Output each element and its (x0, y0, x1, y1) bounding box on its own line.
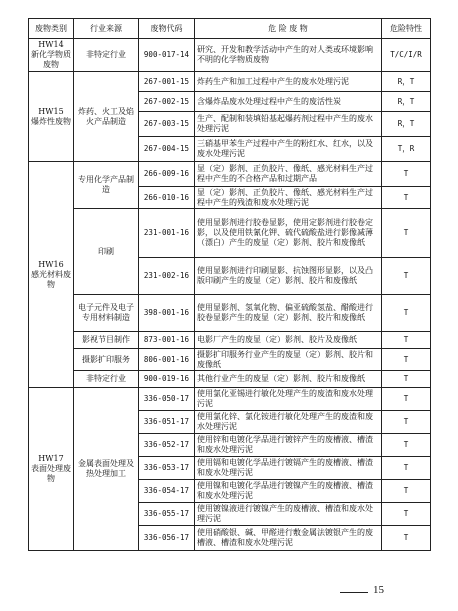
hazard-property: T (382, 434, 431, 457)
waste-description: 含爆炸品废水处理过程中产生的废活性炭 (195, 92, 382, 112)
hazard-property: T/C/I/R (382, 39, 431, 72)
category-text: HW17 表面处理废物 (31, 454, 71, 483)
waste-description: 使用氯化亚锡进行敏化处理产生的废渣和废水处理污泥 (195, 388, 382, 411)
waste-description: 显（定）影剂、正负胶片、像纸、感光材料生产过程中产生的残渣和废水处理污泥 (195, 187, 382, 209)
industry-source: 专用化学产品制造 (74, 162, 139, 209)
hazard-property: T (382, 162, 431, 187)
waste-code: 336-055-17 (139, 503, 195, 526)
table-row (29, 349, 431, 371)
waste-description: 其他行业产生的废显（定）影剂、胶片和废像纸 (195, 371, 382, 388)
waste-description: 研究、开发和教学活动中产生的对人类或环境影响不明的化学物质废物 (195, 39, 382, 72)
waste-category (29, 72, 74, 162)
waste-description: 使用锌和电镀化学品进行镀锌产生的废槽液、槽渣和废水处理污泥 (195, 434, 382, 457)
header-industry: 行业来源 (74, 19, 139, 39)
waste-code: 336-052-17 (139, 434, 195, 457)
waste-code: 873-001-16 (139, 332, 195, 349)
waste-description: 显（定）影剂、正负胶片、像纸、感光材料生产过程中产生的不合格产品和过期产品 (195, 162, 382, 187)
waste-description: 使用镀镍液进行镀镍产生的废槽液、槽渣和废水处理污泥 (195, 503, 382, 526)
waste-code: 267-002-15 (139, 92, 195, 112)
footer-rule (340, 592, 368, 593)
table-row (29, 72, 431, 92)
waste-description: 使用氯化锌、氯化铵进行敏化处理产生的废渣和废水处理污泥 (195, 411, 382, 434)
industry-source: 金属表面处理及热处理加工 (74, 388, 139, 551)
hazard-property: T (382, 371, 431, 388)
hazard-property: T (382, 187, 431, 209)
hazard-property: T (382, 295, 431, 332)
table-row (29, 39, 431, 72)
hazard-property: T (382, 457, 431, 480)
category-text: HW16 感光材料废物 (31, 259, 71, 289)
waste-description: 生产、配制和装填铅基起爆药剂过程中产生的废水处理污泥 (195, 112, 382, 137)
hazard-property: R，T (382, 112, 431, 137)
waste-code: 267-004-15 (139, 137, 195, 162)
table-row (29, 295, 431, 332)
waste-category (29, 39, 74, 72)
waste-description: 使用显影剂进行胶卷显影，使用定影剂进行胶卷定影，以及使用铁氰化钾、硫代硫酸盐进行影像减薄（漂白）产生的废显（定）影剂、胶片和废像纸 (195, 209, 382, 258)
table-row (29, 162, 431, 187)
hazard-property: T (382, 349, 431, 371)
waste-code: 900-017-14 (139, 39, 195, 72)
hazard-property: T (382, 503, 431, 526)
waste-code: 398-001-16 (139, 295, 195, 332)
hazard-property: T (382, 209, 431, 258)
industry-source: 摄影扩印服务 (74, 349, 139, 371)
waste-code: 336-051-17 (139, 411, 195, 434)
hazard-property: T (382, 332, 431, 349)
waste-category (29, 162, 74, 388)
waste-code: 231-002-16 (139, 258, 195, 295)
table-row (29, 209, 431, 258)
waste-code: 267-003-15 (139, 112, 195, 137)
industry-source: 非特定行业 (74, 371, 139, 388)
waste-description: 炸药生产和加工过程中产生的废水处理污泥 (195, 72, 382, 92)
industry-source: 影视节目制作 (74, 332, 139, 349)
waste-description: 使用镉和电镀化学品进行镀镉产生的废槽液、槽渣和废水处理污泥 (195, 457, 382, 480)
hazard-property: R，T (382, 92, 431, 112)
table-row (29, 371, 431, 388)
header-hazard: 危险特性 (382, 19, 431, 39)
industry-source: 电子元件及电子专用材料制造 (74, 295, 139, 332)
page-number: 15 (373, 584, 384, 596)
waste-code: 266-010-16 (139, 187, 195, 209)
waste-code: 900-019-16 (139, 371, 195, 388)
hazardous-waste-table (28, 18, 431, 551)
waste-category (29, 388, 74, 551)
waste-code: 267-001-15 (139, 72, 195, 92)
table-row (29, 388, 431, 411)
waste-description: 使用硝酸银、碱、甲醛进行敷金属法镀银产生的废槽液、槽渣和废水处理污泥 (195, 526, 382, 551)
hazard-property: T (382, 526, 431, 551)
waste-description: 使用显影剂、氢氧化物、偏亚硫酸氢盐、醋酸进行胶卷显影产生的废显（定）影剂、胶片和废像纸 (195, 295, 382, 332)
waste-description: 使用镍和电镀化学品进行镀镍产生的废槽液、槽渣和废水处理污泥 (195, 480, 382, 503)
waste-code: 336-056-17 (139, 526, 195, 551)
table-row (29, 332, 431, 349)
waste-code: 336-054-17 (139, 480, 195, 503)
waste-description: 电影厂产生的废显（定）影剂、胶片及废像纸 (195, 332, 382, 349)
header-waste: 危 险 废 物 (195, 19, 382, 39)
hazard-property: T (382, 480, 431, 503)
waste-code: 336-053-17 (139, 457, 195, 480)
header-code: 废物代码 (139, 19, 195, 39)
industry-source: 印刷 (74, 209, 139, 295)
hazard-property: T (382, 258, 431, 295)
hazard-property: T (382, 411, 431, 434)
waste-description: 摄影扩印服务行业产生的废显（定）影剂、胶片和废像纸 (195, 349, 382, 371)
waste-code: 806-001-16 (139, 349, 195, 371)
waste-code: 266-009-16 (139, 162, 195, 187)
waste-description: 三硝基甲苯生产过程中产生的粉红水、红水，以及废水处理污泥 (195, 137, 382, 162)
hazard-property: R，T (382, 72, 431, 92)
waste-code: 231-001-16 (139, 209, 195, 258)
category-text: HW15 爆炸性废物 (31, 106, 71, 126)
industry-source: 非特定行业 (74, 39, 139, 72)
category-text: HW14 新化学物质废物 (31, 40, 71, 69)
hazard-property: T，R (382, 137, 431, 162)
header-row (29, 19, 431, 39)
waste-code: 336-050-17 (139, 388, 195, 411)
waste-description: 使用显影剂进行印刷显影、抗蚀图形显影，以及凸版印刷产生的废显（定）影剂、胶片和废像纸 (195, 258, 382, 295)
industry-source: 炸药、火工及焰火产品制造 (74, 72, 139, 162)
header-category: 废物类别 (29, 19, 74, 39)
hazard-property: T (382, 388, 431, 411)
